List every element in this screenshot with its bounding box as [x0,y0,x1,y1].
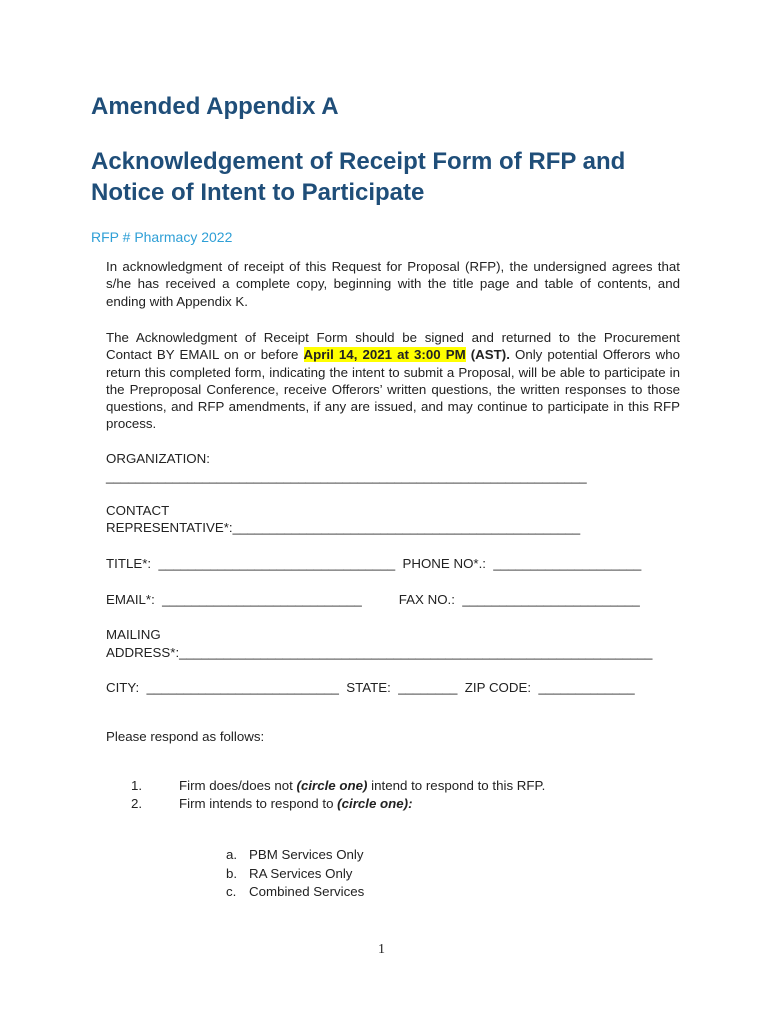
list-item-emphasis: (circle one) [296,778,368,793]
form-title [91,146,731,208]
option-item: PBM Services Only [249,847,364,862]
page-title: Amended Appendix A [91,93,339,120]
option-item: RA Services Only [249,866,353,881]
form-title-line2: Notice of Intent to Participate [91,179,425,206]
acknowledgment-paragraph: In acknowledgment of receipt of this Request for Proposal (RFP), the undersigned agrees that s/he has received a complete copy, beginning with the title page and table of contents, and ending with Appendix K. [106,259,680,309]
respond-intro: Please respond as follows: [106,729,265,744]
list-item [179,777,545,795]
page-number: 1 [378,942,385,957]
form-title-line1: Acknowledgement of Receipt Form of RFP and [91,148,626,175]
list-item-number: 2. [131,796,143,811]
instructions-text-before: The Acknowledgment of Receipt Form should be signed and returned to the Procurement Contact BY EMAIL on or before [106,330,680,363]
address-field[interactable]: ADDRESS*:________________________________________________________________ [106,645,653,660]
instructions-paragraph [106,329,680,433]
option-letter: a. [226,847,238,862]
list-item [179,795,413,813]
title-phone-fields[interactable]: TITLE*: ________________________________ PHONE NO*.: ____________________ [106,556,642,571]
list-item-text: Firm intends to respond to [179,796,338,811]
option-item: Combined Services [249,884,365,899]
list-item-text: intend to respond to this RFP. [367,778,546,793]
city-state-zip-fields[interactable]: CITY: __________________________ STATE: ________ ZIP CODE: _____________ [106,680,635,695]
deadline-zone: (AST). [465,347,510,363]
mailing-label: MAILING [106,627,161,642]
representative-field[interactable]: REPRESENTATIVE*:_______________________________________________ [106,520,581,535]
option-letter: c. [226,884,237,899]
email-fax-fields[interactable]: EMAIL*: ___________________________ FAX NO.: ________________________ [106,592,640,607]
list-item-text: Firm does/does not [179,778,297,793]
option-letter: b. [226,866,238,881]
organization-field[interactable]: _________________________________________________________________ [106,469,587,484]
contact-label: CONTACT [106,503,170,518]
organization-label: ORGANIZATION: [106,451,210,466]
deadline-highlight: April 14, 2021 at 3:00 PM [303,347,466,363]
instructions-text-after: Only potential Offerors who return this completed form, indicating the intent to submit a Proposal, will be able to participate in the Preproposal Conference, receive Offerors’ written questions, the written responses to those questions, and RFP amendments, if any are issued, and may continue to participate in this RFP process. [106,347,681,432]
list-item-number: 1. [131,778,143,793]
rfp-number: RFP # Pharmacy 2022 [91,229,233,245]
list-item-emphasis: (circle one): [337,796,413,811]
